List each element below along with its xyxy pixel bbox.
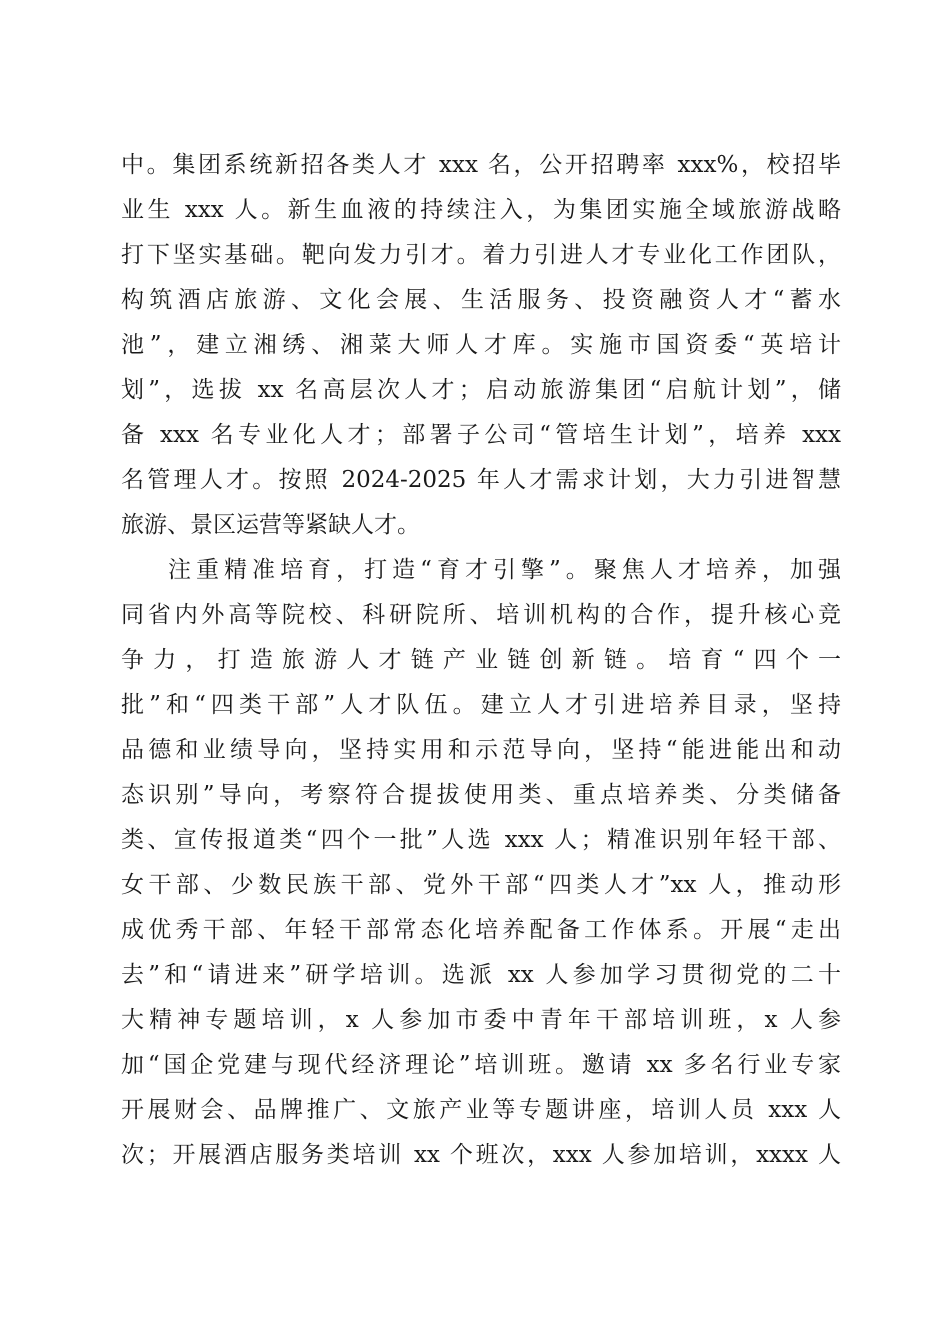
text-line: 去”和“请进来”研学培训。选派 xx 人参加学习贯彻党的二十	[121, 962, 841, 988]
text-line: 成优秀干部、年轻干部常态化培养配备工作体系。开展“走出	[121, 917, 841, 943]
text-line: 旅游、景区运营等紧缺人才。	[121, 512, 420, 538]
text-line: 加“国企党建与现代经济理论”培训班。邀请 xx 多名行业专家	[121, 1052, 841, 1078]
text-line: 大精神专题培训，x 人参加市委中青年干部培训班，x 人参	[121, 1007, 841, 1033]
text-line: 中。集团系统新招各类人才 xxx 名，公开招聘率 xxx%，校招毕	[121, 152, 841, 178]
text-line: 争力，打造旅游人才链产业链创新链。培育“四个一	[121, 647, 841, 673]
text-line: 品德和业绩导向，坚持实用和示范导向，坚持“能进能出和动	[121, 737, 841, 763]
paragraph-first-line: 注重精准培育，打造“育才引擎”。聚焦人才培养，加强	[168, 557, 841, 583]
text-line: 开展财会、品牌推广、文旅产业等专题讲座，培训人员 xxx 人	[121, 1097, 841, 1123]
text-line: 批”和“四类干部”人才队伍。建立人才引进培养目录，坚持	[121, 692, 841, 718]
text-line: 同省内外高等院校、科研院所、培训机构的合作，提升核心竞	[121, 602, 841, 628]
text-line: 类、宣传报道类“四个一批”人选 xxx 人；精准识别年轻干部、	[121, 827, 841, 853]
text-line: 态识别”导向，考察符合提拔使用类、重点培养类、分类储备	[121, 782, 841, 808]
text-line: 备 xxx 名专业化人才；部署子公司“管培生计划”，培养 xxx	[121, 422, 841, 448]
text-line: 划”，选拔 xx 名高层次人才；启动旅游集团“启航计划”，储	[121, 377, 841, 403]
text-line: 业生 xxx 人。新生血液的持续注入，为集团实施全域旅游战略	[121, 197, 841, 223]
text-line: 名管理人才。按照 2024-2025 年人才需求计划，大力引进智慧	[121, 467, 841, 493]
text-line: 次；开展酒店服务类培训 xx 个班次，xxx 人参加培训，xxxx 人	[121, 1142, 841, 1168]
text-line: 池”，建立湘绣、湘菜大师人才库。实施市国资委“英培计	[121, 332, 841, 358]
text-line: 打下坚实基础。靶向发力引才。着力引进人才专业化工作团队，	[121, 242, 841, 268]
text-line: 女干部、少数民族干部、党外干部“四类人才”xx 人，推动形	[121, 872, 841, 898]
text-line: 构筑酒店旅游、文化会展、生活服务、投资融资人才“蓄水	[121, 287, 841, 313]
